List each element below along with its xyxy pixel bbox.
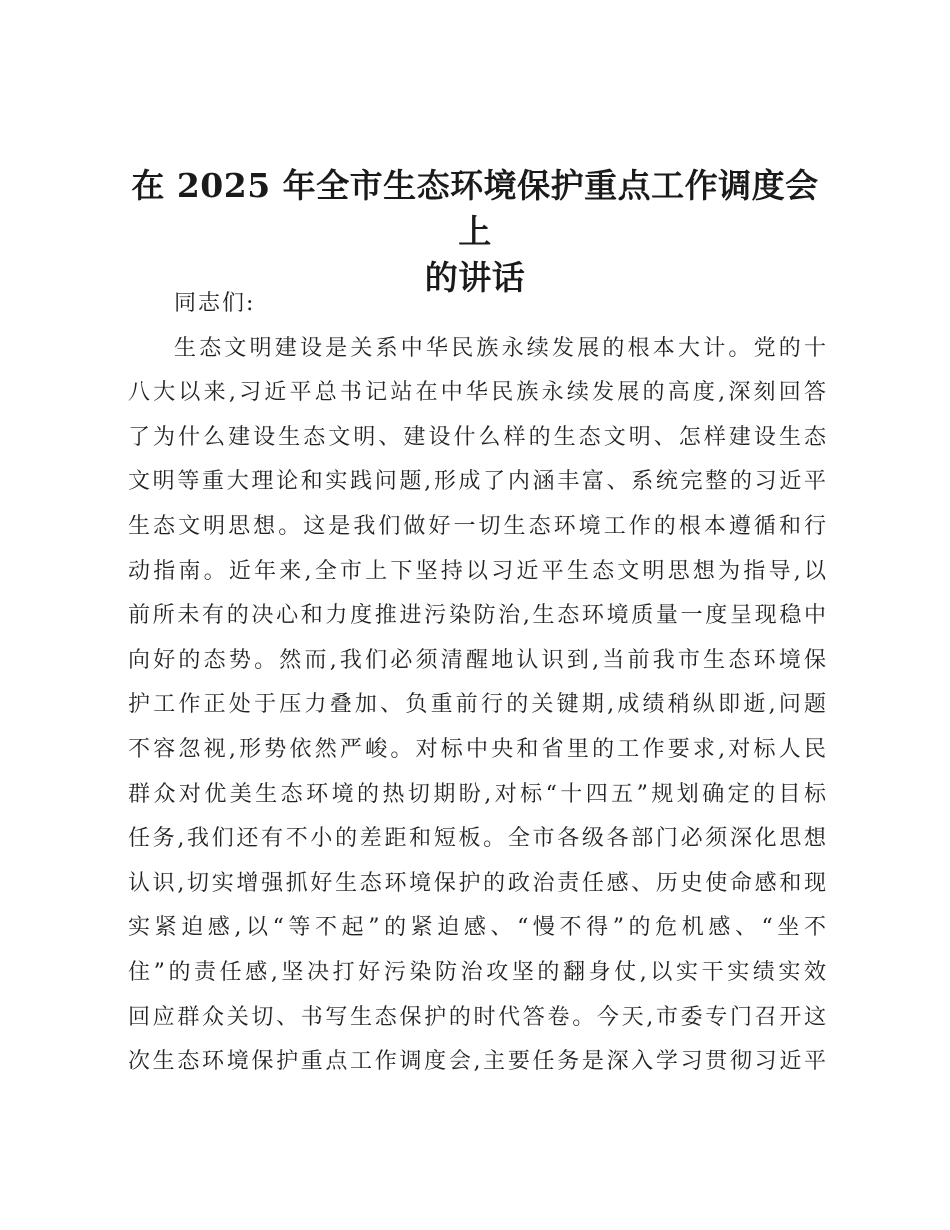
paragraph-line: 群众对优美生态环境的热切期盼,对标“十四五”规划确定的目标 xyxy=(128,781,828,807)
salutation: 同志们: xyxy=(174,291,256,316)
document-body xyxy=(128,282,828,1085)
paragraph-line: 生态文明建设是关系中华民族永续发展的根本大计。党的十 xyxy=(174,335,828,361)
page-title xyxy=(120,163,830,301)
title-line-1: 在 2025 年全市生态环境保护重点工作调度会上 xyxy=(131,166,819,251)
paragraph-line: 八大以来,习近平总书记站在中华民族永续发展的高度,深刻回答 xyxy=(128,380,828,406)
paragraph-line: 回应群众关切、书写生态保护的时代答卷。今天,市委专门召开这 xyxy=(128,1004,828,1030)
paragraph-line: 生态文明思想。这是我们做好一切生态环境工作的根本遵循和行 xyxy=(128,513,828,539)
paragraph-line: 认识,切实增强抓好生态环境保护的政治责任感、历史使命感和现 xyxy=(128,870,828,896)
paragraph-line: 前所未有的决心和力度推进污染防治,生态环境质量一度呈现稳中 xyxy=(128,603,828,629)
paragraph-line: 了为什么建设生态文明、建设什么样的生态文明、怎样建设生态 xyxy=(128,424,828,450)
paragraph-line: 文明等重大理论和实践问题,形成了内涵丰富、系统完整的习近平 xyxy=(128,469,828,495)
paragraph-line: 实紧迫感,以“等不起”的紧迫感、“慢不得”的危机感、“坐不 xyxy=(128,915,828,941)
paragraph-line: 住”的责任感,坚决打好污染防治攻坚的翻身仗,以实干实绩实效 xyxy=(128,959,828,985)
paragraph-line: 护工作正处于压力叠加、负重前行的关键期,成绩稍纵即逝,问题 xyxy=(128,692,828,718)
paragraph-line: 动指南。近年来,全市上下坚持以习近平生态文明思想为指导,以 xyxy=(128,558,828,584)
paragraph-line: 次生态环境保护重点工作调度会,主要任务是深入学习贯彻习近平 xyxy=(128,1049,828,1075)
paragraph-line: 不容忽视,形势依然严峻。对标中央和省里的工作要求,对标人民 xyxy=(128,736,828,762)
paragraph-line: 任务,我们还有不小的差距和短板。全市各级各部门必须深化思想 xyxy=(128,826,828,852)
paragraph-line: 向好的态势。然而,我们必须清醒地认识到,当前我市生态环境保 xyxy=(128,647,828,673)
title-line-2: 的讲话 xyxy=(424,258,526,297)
